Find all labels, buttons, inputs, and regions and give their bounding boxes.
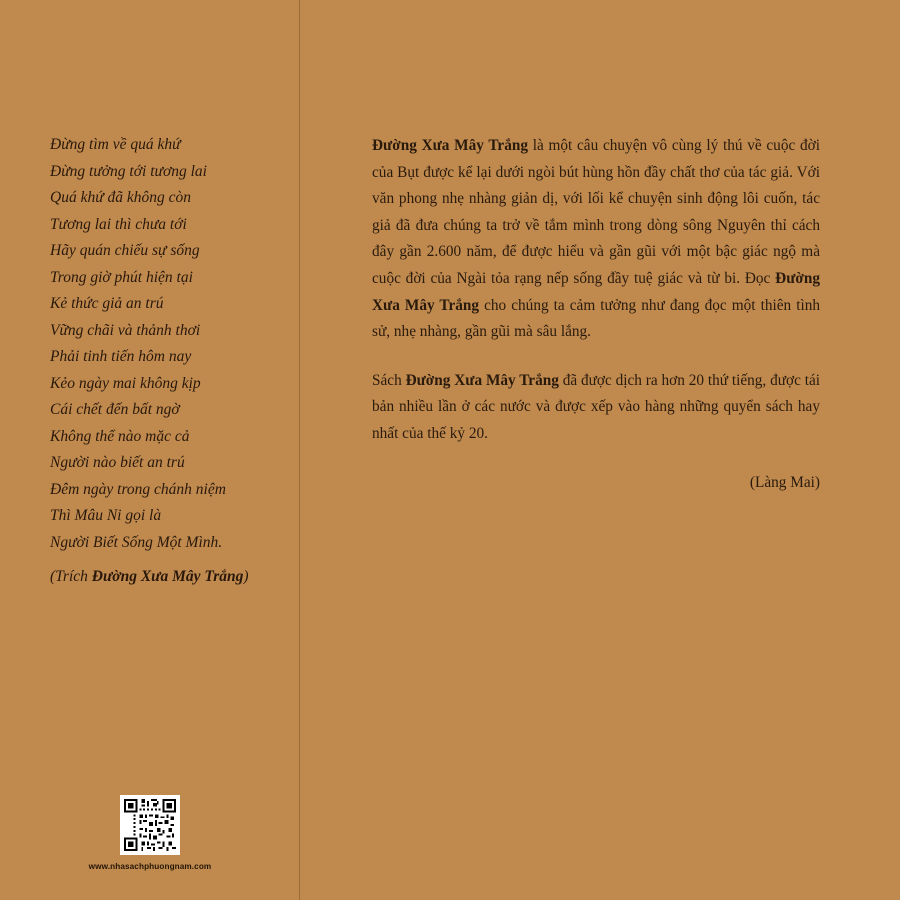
poem-line: Hãy quán chiếu sự sống (50, 242, 200, 259)
poem-source-prefix: (Trích (50, 568, 92, 585)
poem-source (50, 564, 290, 591)
poem-source-title: Đường Xưa Mây Trắng (91, 568, 244, 585)
blurb-inline-title-2: Đường Xưa Mây Trắng (405, 371, 559, 389)
qr-code-icon[interactable] (120, 795, 180, 855)
back-cover-panel (300, 0, 900, 900)
poem-line: Vững chãi và thảnh thơi (50, 321, 201, 339)
blurb-p1-body: là một câu chuyện vô cùng lý thú về cuộc đời của Bụt được kể lại dưới ngòi bút hùng hồn đầy chất thơ của tác giả. Với văn phong nhẹ nhàng giản dị, với lối kể chuyện sinh động lôi cuốn, tác giả đã đưa chúng ta trở về tắm mình trong dòng sông Nguyên thỉ cách đây gần 2.600 năm, để được hiểu và gần gũi với một bậc giác ngộ mà cuộc đời của Ngài tỏa rạng nếp sống đầy tuệ giác và từ bi. Đọc (372, 137, 820, 287)
poem-line: Đêm ngày trong chánh niệm (50, 480, 226, 498)
blurb-p2-before: Sách (372, 371, 406, 389)
poem-line: Tương lai thì chưa tới (50, 215, 187, 233)
poem-source-suffix: ) (243, 568, 249, 585)
blurb-attribution: (Làng Mai) (749, 473, 820, 491)
blurb-lead-title: Đường Xưa Mây Trắng (372, 137, 529, 154)
poem-line: Đừng tưởng tới tương lai (50, 162, 207, 180)
poem-line: Không thể nào mặc cả (50, 427, 190, 445)
poem-line: Quá khứ đã không còn (50, 189, 192, 206)
blurb-block (372, 133, 820, 496)
poem-line: Cái chết đến bất ngờ (50, 401, 180, 418)
publisher-website-label[interactable]: www.nhasachphuongnam.com (88, 862, 212, 871)
blurb-inline-title: Đường Xưa Mây Trắng (372, 269, 820, 314)
blurb-paragraph-2 (372, 368, 820, 448)
blurb-paragraph-1 (372, 133, 820, 346)
poem-line: Trong giờ phút hiện tại (50, 268, 193, 286)
poem-line: Kẻ thức giả an trú (50, 295, 164, 312)
poem-line: Kẻo ngày mai không kịp (50, 374, 201, 392)
back-flap (0, 0, 299, 900)
poem-line: Đừng tìm về quá khứ (50, 136, 181, 153)
blurb-p1-tail: cho chúng ta cảm tưởng như đang đọc một thiên tình sử, nhẹ nhàng, gần gũi mà sâu lắng. (372, 296, 820, 341)
poem-line: Người Biết Sống Một Mình. (50, 533, 223, 551)
qr-block[interactable] (88, 795, 212, 871)
poem-line: Phải tinh tiến hôm nay (50, 348, 192, 365)
poem-block (50, 132, 290, 591)
poem-line: Thì Mâu Ni gọi là (50, 507, 162, 524)
blurb-p2-after: đã được dịch ra hơn 20 thứ tiếng, được tái bản nhiều lần ở các nước và được xếp vào hàng những quyển sách hay nhất của thế kỷ 20. (372, 371, 820, 442)
poem-line: Người nào biết an trú (50, 454, 185, 471)
